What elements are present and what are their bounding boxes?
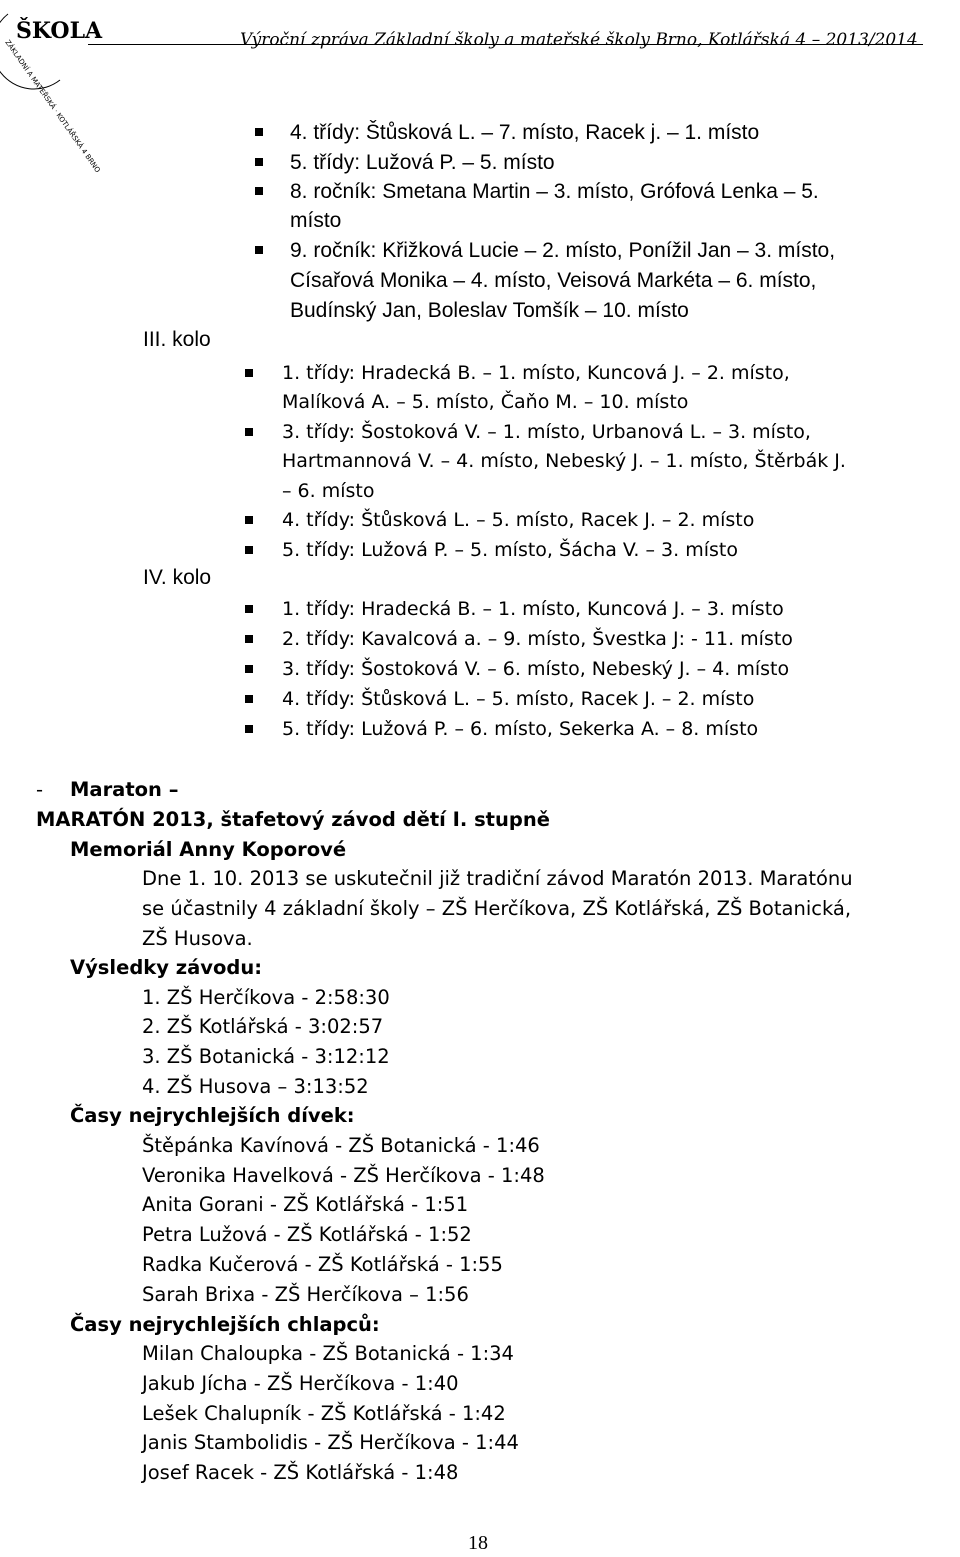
boys-time: Janis Stambolidis - ZŠ Herčíkova - 1:44 <box>142 1431 519 1454</box>
page-number: 18 <box>468 1532 488 1554</box>
intro-line: ZŠ Husova. <box>142 927 253 950</box>
bullet-icon <box>245 725 253 733</box>
intro-line: Dne 1. 10. 2013 se uskutečnil již tradiční závod Maratón 2013. Maratónu <box>142 867 853 890</box>
boys-time: Jakub Jícha - ZŠ Herčíkova - 1:40 <box>142 1372 459 1395</box>
boys-time: Lešek Chalupník - ZŠ Kotlářská - 1:42 <box>142 1402 506 1425</box>
header-title: Výroční zpráva Základní školy a mateřské školy Brno, Kotlářská 4 – 2013/2014 <box>240 30 918 50</box>
list-item: 5. třídy: Lužová P. – 5. místo <box>290 151 555 174</box>
bullet-icon <box>245 516 253 524</box>
result-item: 2. ZŠ Kotlářská - 3:02:57 <box>142 1015 384 1038</box>
bullet-icon <box>245 695 253 703</box>
boys-time: Josef Racek - ZŠ Kotlářská - 1:48 <box>142 1461 459 1484</box>
results-heading: Výsledky závodu: <box>70 956 263 979</box>
girls-time: Petra Lužová - ZŠ Kotlářská - 1:52 <box>142 1223 472 1246</box>
list-item-continuation: Hartmannová V. – 4. místo, Nebeský J. – 1. místo, Štěrbák J. <box>282 450 846 472</box>
list-item: 3. třídy: Šostoková V. – 1. místo, Urbanová L. – 3. místo, <box>282 421 811 443</box>
list-item-continuation: Malíková A. – 5. místo, Čaňo M. – 10. místo <box>282 391 689 413</box>
logo-text: ŠKOLA <box>16 18 103 44</box>
list-item-continuation: Budínský Jan, Boleslav Tomšík – 10. místo <box>290 299 689 322</box>
bullet-icon <box>245 605 253 613</box>
result-item: 3. ZŠ Botanická - 3:12:12 <box>142 1045 390 1068</box>
section-subheading: MARATÓN 2013, štafetový závod dětí I. stupně <box>36 808 550 831</box>
list-item: 3. třídy: Šostoková V. – 6. místo, Nebeský J. – 4. místo <box>282 658 790 680</box>
boys-heading: Časy nejrychlejších chlapců: <box>70 1313 380 1336</box>
list-item: 9. ročník: Křižková Lucie – 2. místo, Ponížil Jan – 3. místo, <box>290 239 836 262</box>
section-dash: - <box>36 778 44 801</box>
list-item: 1. třídy: Hradecká B. – 1. místo, Kuncová J. – 3. místo <box>282 598 784 620</box>
round-3-label: III. kolo <box>143 328 211 351</box>
memorial-title: Memoriál Anny Koporové <box>70 838 347 861</box>
girls-time: Štěpánka Kavínová - ZŠ Botanická - 1:46 <box>142 1134 540 1157</box>
bullet-icon <box>245 369 253 377</box>
list-item: 4. třídy: Štůsková L. – 7. místo, Racek j. – 1. místo <box>290 121 760 144</box>
bullet-icon <box>245 635 253 643</box>
result-item: 1. ZŠ Herčíkova - 2:58:30 <box>142 986 390 1009</box>
list-item: 4. třídy: Štůsková L. – 5. místo, Racek J. – 2. místo <box>282 688 755 710</box>
girls-time: Sarah Brixa - ZŠ Herčíkova – 1:56 <box>142 1283 469 1306</box>
bullet-icon <box>245 428 253 436</box>
header-divider <box>88 44 923 45</box>
bullet-icon <box>255 128 263 136</box>
bullet-icon <box>255 158 263 166</box>
round-4-label: IV. kolo <box>143 566 212 589</box>
list-item: 2. třídy: Kavalcová a. – 9. místo, Švestka J: - 11. místo <box>282 628 793 650</box>
bullet-icon <box>245 546 253 554</box>
section-heading: Maraton – <box>70 778 179 801</box>
logo-ring-text: ZÁKLADNÍ A MATEŘSKÁ · KOTLÁŘSKÁ 4 BRNO <box>3 38 102 175</box>
bullet-icon <box>245 665 253 673</box>
list-item: 8. ročník: Smetana Martin – 3. místo, Grófová Lenka – 5. <box>290 180 819 203</box>
result-item: 4. ZŠ Husova – 3:13:52 <box>142 1075 369 1098</box>
list-item-continuation: – 6. místo <box>282 480 375 502</box>
list-item-continuation: místo <box>290 209 342 232</box>
intro-line: se účastnily 4 základní školy – ZŠ Herčíkova, ZŠ Kotlářská, ZŠ Botanická, <box>142 897 852 920</box>
boys-time: Milan Chaloupka - ZŠ Botanická - 1:34 <box>142 1342 514 1365</box>
girls-time: Veronika Havelková - ZŠ Herčíkova - 1:48 <box>142 1164 545 1187</box>
bullet-icon <box>255 246 263 254</box>
list-item: 4. třídy: Štůsková L. – 5. místo, Racek J. – 2. místo <box>282 509 755 531</box>
school-logo <box>2 2 103 175</box>
girls-time: Anita Gorani - ZŠ Kotlářská - 1:51 <box>142 1193 469 1216</box>
list-item: 1. třídy: Hradecká B. – 1. místo, Kuncová J. – 2. místo, <box>282 362 790 384</box>
girls-time: Radka Kučerová - ZŠ Kotlářská - 1:55 <box>142 1253 503 1276</box>
girls-heading: Časy nejrychlejších dívek: <box>70 1104 355 1127</box>
list-item: 5. třídy: Lužová P. – 5. místo, Šácha V. – 3. místo <box>282 539 738 561</box>
list-item-continuation: Císařová Monika – 4. místo, Veisová Markéta – 6. místo, <box>290 269 817 292</box>
list-item: 5. třídy: Lužová P. – 6. místo, Sekerka A. – 8. místo <box>282 718 759 740</box>
bullet-icon <box>255 187 263 195</box>
